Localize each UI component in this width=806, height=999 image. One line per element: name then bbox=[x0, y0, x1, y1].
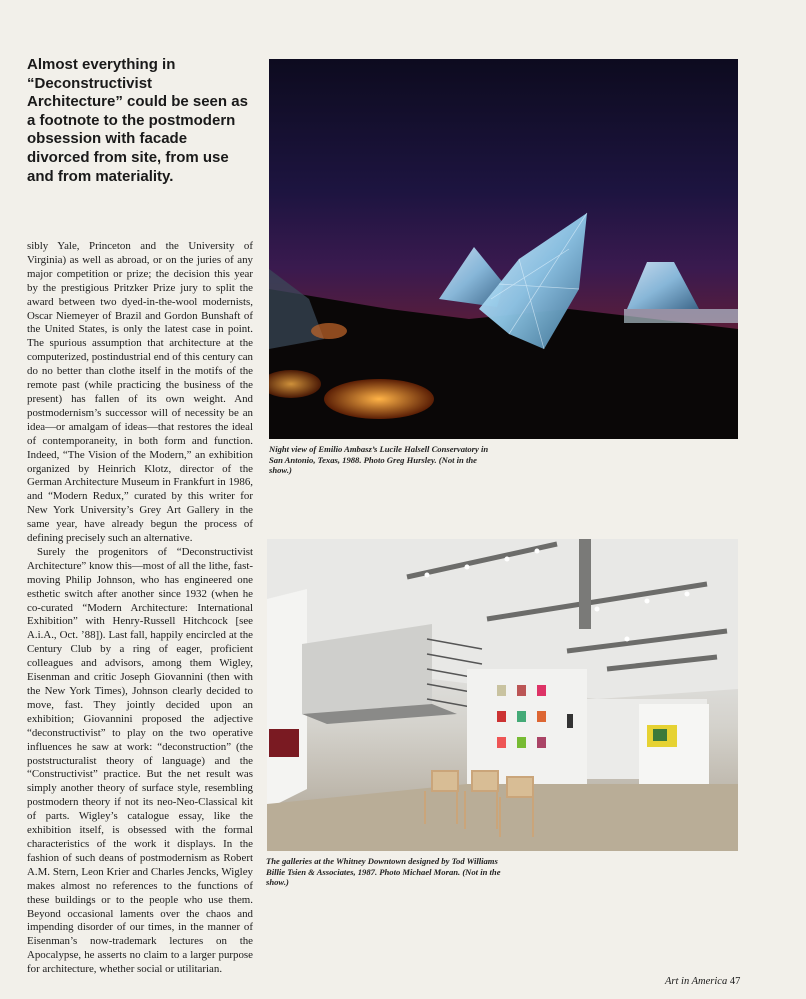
conservatory-illustration bbox=[269, 59, 738, 439]
photo1-caption: Night view of Emilio Ambasz’s Lucile Halsell Conservatory in San Antonio, Texas, 1988. Photo Greg Hursley. (Not in the show.) bbox=[269, 444, 489, 476]
conservatory-night-photo bbox=[269, 59, 738, 439]
body-paragraph: Surely the progenitors of “Deconstructivist Architecture” know this—most of all the lithe, fast-moving Philip Johnson, who has engineered one esthetic switch after another since 1932 (when he co-curated “Modern Architecture: International Exhibition” with Henry-Russell Hitchcock [see A.i.A., Oct. ’88]). Last fall, happily encircled at the Century Club by a ring of eager, proficient colleagues and advisors, among them Wigley, Eisenman and critic Joseph Giovannini (then with the New York Times), Johnson clearly decided to move, fast. They jointly decided upon an exhibition; Giovannini proposed the adjective “deconstructivist” to play on the two operative influences he saw at work: “deconstruction” (the poststructuralist theory of language) and the “Constructivist” practice. But the net result was simply another theory of surface style, resembling postmodern theory if not its neo-Neo-Classical kit of parts. Wigley’s catalogue essay, like the exhibition itself, is obsessed with the formal characteristics of the work it displays. In the fashion of such deans of postmodernism as Robert A.M. Stern, Leon Krier and Charles Jencks, Wigley makes almost no references to the functions of these buildings or to the people who use them. Beyond occasional laments over the chaos and impending disorder of our times, in the manner of Eisenman’s now-trademark lectures on the Apocalypse, he asserts no claim to a larger purpose for architecture, whether social or utilitarian. bbox=[27, 545, 253, 976]
body-column bbox=[27, 240, 253, 977]
body-paragraph: sibly Yale, Princeton and the University of Virginia) as well as abroad, or on the juries of any major competition or prize; the decision this year by the prestigious Pritzker Prize jury to split the award between two dyed-in-the-wool modernists, Oscar Niemeyer of Brazil and Gordon Bunshaft of the United States, is only the latest case in point. The spurious assumption that architecture at the computerized, postindustrial end of this century can do no better than clothe itself in the motifs of the remote past (while practicing the business of the present) has fallen of its own weight. And postmodernism’s successor will of necessity be an idea—or amalgam of ideas—that restores the ideal of contemporaneity, in both form and function. Indeed, “The Vision of the Modern,” an exhibition organized by Heinrich Klotz, director of the German Architecture Museum in Frankfurt in 1986, and “Modern Redux,” curated by this writer for New York University’s Grey Art Gallery in the same year, have already begun the process of defining precisely such an alternative. bbox=[27, 240, 253, 545]
magazine-name: Art in America bbox=[665, 976, 728, 987]
gallery-illustration bbox=[267, 539, 738, 851]
pull-quote: Almost everything in “Deconstructivist Architecture” could be seen as a footnote to the postmodern obsession with facade divorced from site, from use and from materiality. bbox=[27, 56, 248, 185]
page-number: 47 bbox=[729, 976, 741, 987]
page-footer bbox=[665, 976, 740, 987]
photo2-caption: The galleries at the Whitney Downtown designed by Tod Williams Billie Tsien & Associates, 1987. Photo Michael Moran. (Not in the show.) bbox=[266, 856, 501, 888]
gallery-interior-photo bbox=[267, 539, 738, 851]
